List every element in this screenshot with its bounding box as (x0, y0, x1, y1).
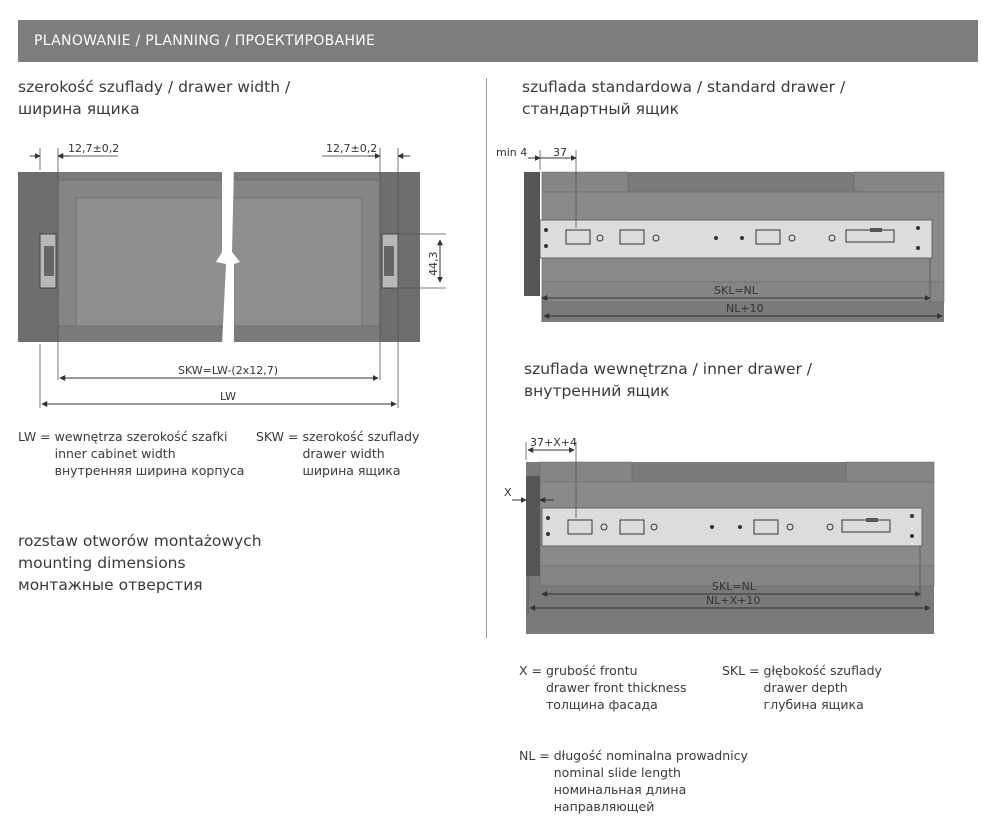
dim-standard-skl: SKL=NL (714, 284, 758, 297)
legend-skw-line2: drawer width (302, 446, 385, 461)
dim-inner-offset: 37+X+4 (530, 436, 577, 449)
legend-x-line2: drawer front thickness (545, 680, 687, 695)
legend-lw-key: LW = (18, 429, 55, 444)
legend-x (519, 662, 687, 713)
legend-skl-line2: drawer depth (763, 680, 848, 695)
dim-standard-offset: 37 (553, 146, 567, 159)
legend-lw-line3: внутренняя ширина корпуса (54, 463, 245, 478)
legend-nl-line2: nominal slide length (553, 765, 681, 780)
inner-drawer-heading-line1: szuflada wewnętrzna / inner drawer / (524, 360, 813, 378)
drawer-width-diagram (18, 142, 446, 408)
dim-offset-right: 12,7±0,2 (326, 142, 378, 155)
dim-offset-left: 12,7±0,2 (68, 142, 120, 155)
dim-inner-skl: SKL=NL (712, 580, 756, 593)
dim-skw: SKW=LW-(2x12,7) (178, 364, 278, 377)
legend-skl-key: SKL = (722, 663, 764, 678)
legend-skl-line1: głębokość szuflady (763, 663, 882, 678)
inner-slide (542, 508, 922, 546)
mounting-line3: монтажные отверстия (18, 576, 203, 594)
section-banner: PLANOWANIE / PLANNING / ПРОЕКТИРОВАНИЕ (18, 20, 978, 62)
dim-standard-nl: NL+10 (726, 302, 764, 315)
dim-min: min 4 (496, 146, 528, 159)
legend-nl-line1: długość nominalna prowadnicy (553, 748, 748, 763)
drawer-width-heading-line2: ширина ящика (18, 100, 140, 118)
inner-drawer-diagram (504, 436, 934, 634)
legend-nl-line4: направляющей (553, 799, 655, 814)
legend-nl-line3: номинальная длина (553, 782, 687, 797)
standard-drawer-heading-line2: стандартный ящик (522, 100, 679, 118)
dim-lw: LW (220, 390, 236, 403)
standard-drawer-heading-line1: szuflada standardowa / standard drawer / (522, 78, 846, 96)
legend-lw-line1: wewnętrza szerokość szafki (54, 429, 228, 444)
standard-drawer-diagram (496, 146, 944, 322)
dim-height: 44,3 (427, 251, 440, 276)
legend-x-line1: grubość frontu (545, 663, 638, 678)
standard-slide (540, 220, 932, 258)
dim-inner-nl: NL+X+10 (706, 594, 761, 607)
slide-right (382, 234, 398, 288)
legend-skl-line3: глубина ящика (763, 697, 864, 712)
standard-front (524, 172, 540, 296)
legend-lw-line2: inner cabinet width (54, 446, 176, 461)
mounting-line2: mounting dimensions (18, 554, 186, 572)
legend-skl (722, 662, 882, 713)
legend-nl-key: NL = (519, 748, 554, 763)
mounting-dimensions-heading (18, 530, 262, 596)
mounting-line1: rozstaw otworów montażowych (18, 532, 262, 550)
inner-drawer-heading-line2: внутренний ящик (524, 382, 670, 400)
legend-skw-key: SKW = (256, 429, 303, 444)
legend-nl (519, 747, 748, 815)
inner-front (526, 476, 540, 576)
legend-x-key: X = (519, 663, 546, 678)
legend-lw (18, 428, 244, 479)
dim-x: X (504, 486, 512, 499)
legend-skw-line3: ширина ящика (302, 463, 401, 478)
slide-left (40, 234, 56, 288)
legend-skw (256, 428, 419, 479)
legend-skw-line1: szerokość szuflady (302, 429, 420, 444)
legend-x-line3: толщина фасада (545, 697, 658, 712)
drawer-width-heading-line1: szerokość szuflady / drawer width / (18, 78, 291, 96)
